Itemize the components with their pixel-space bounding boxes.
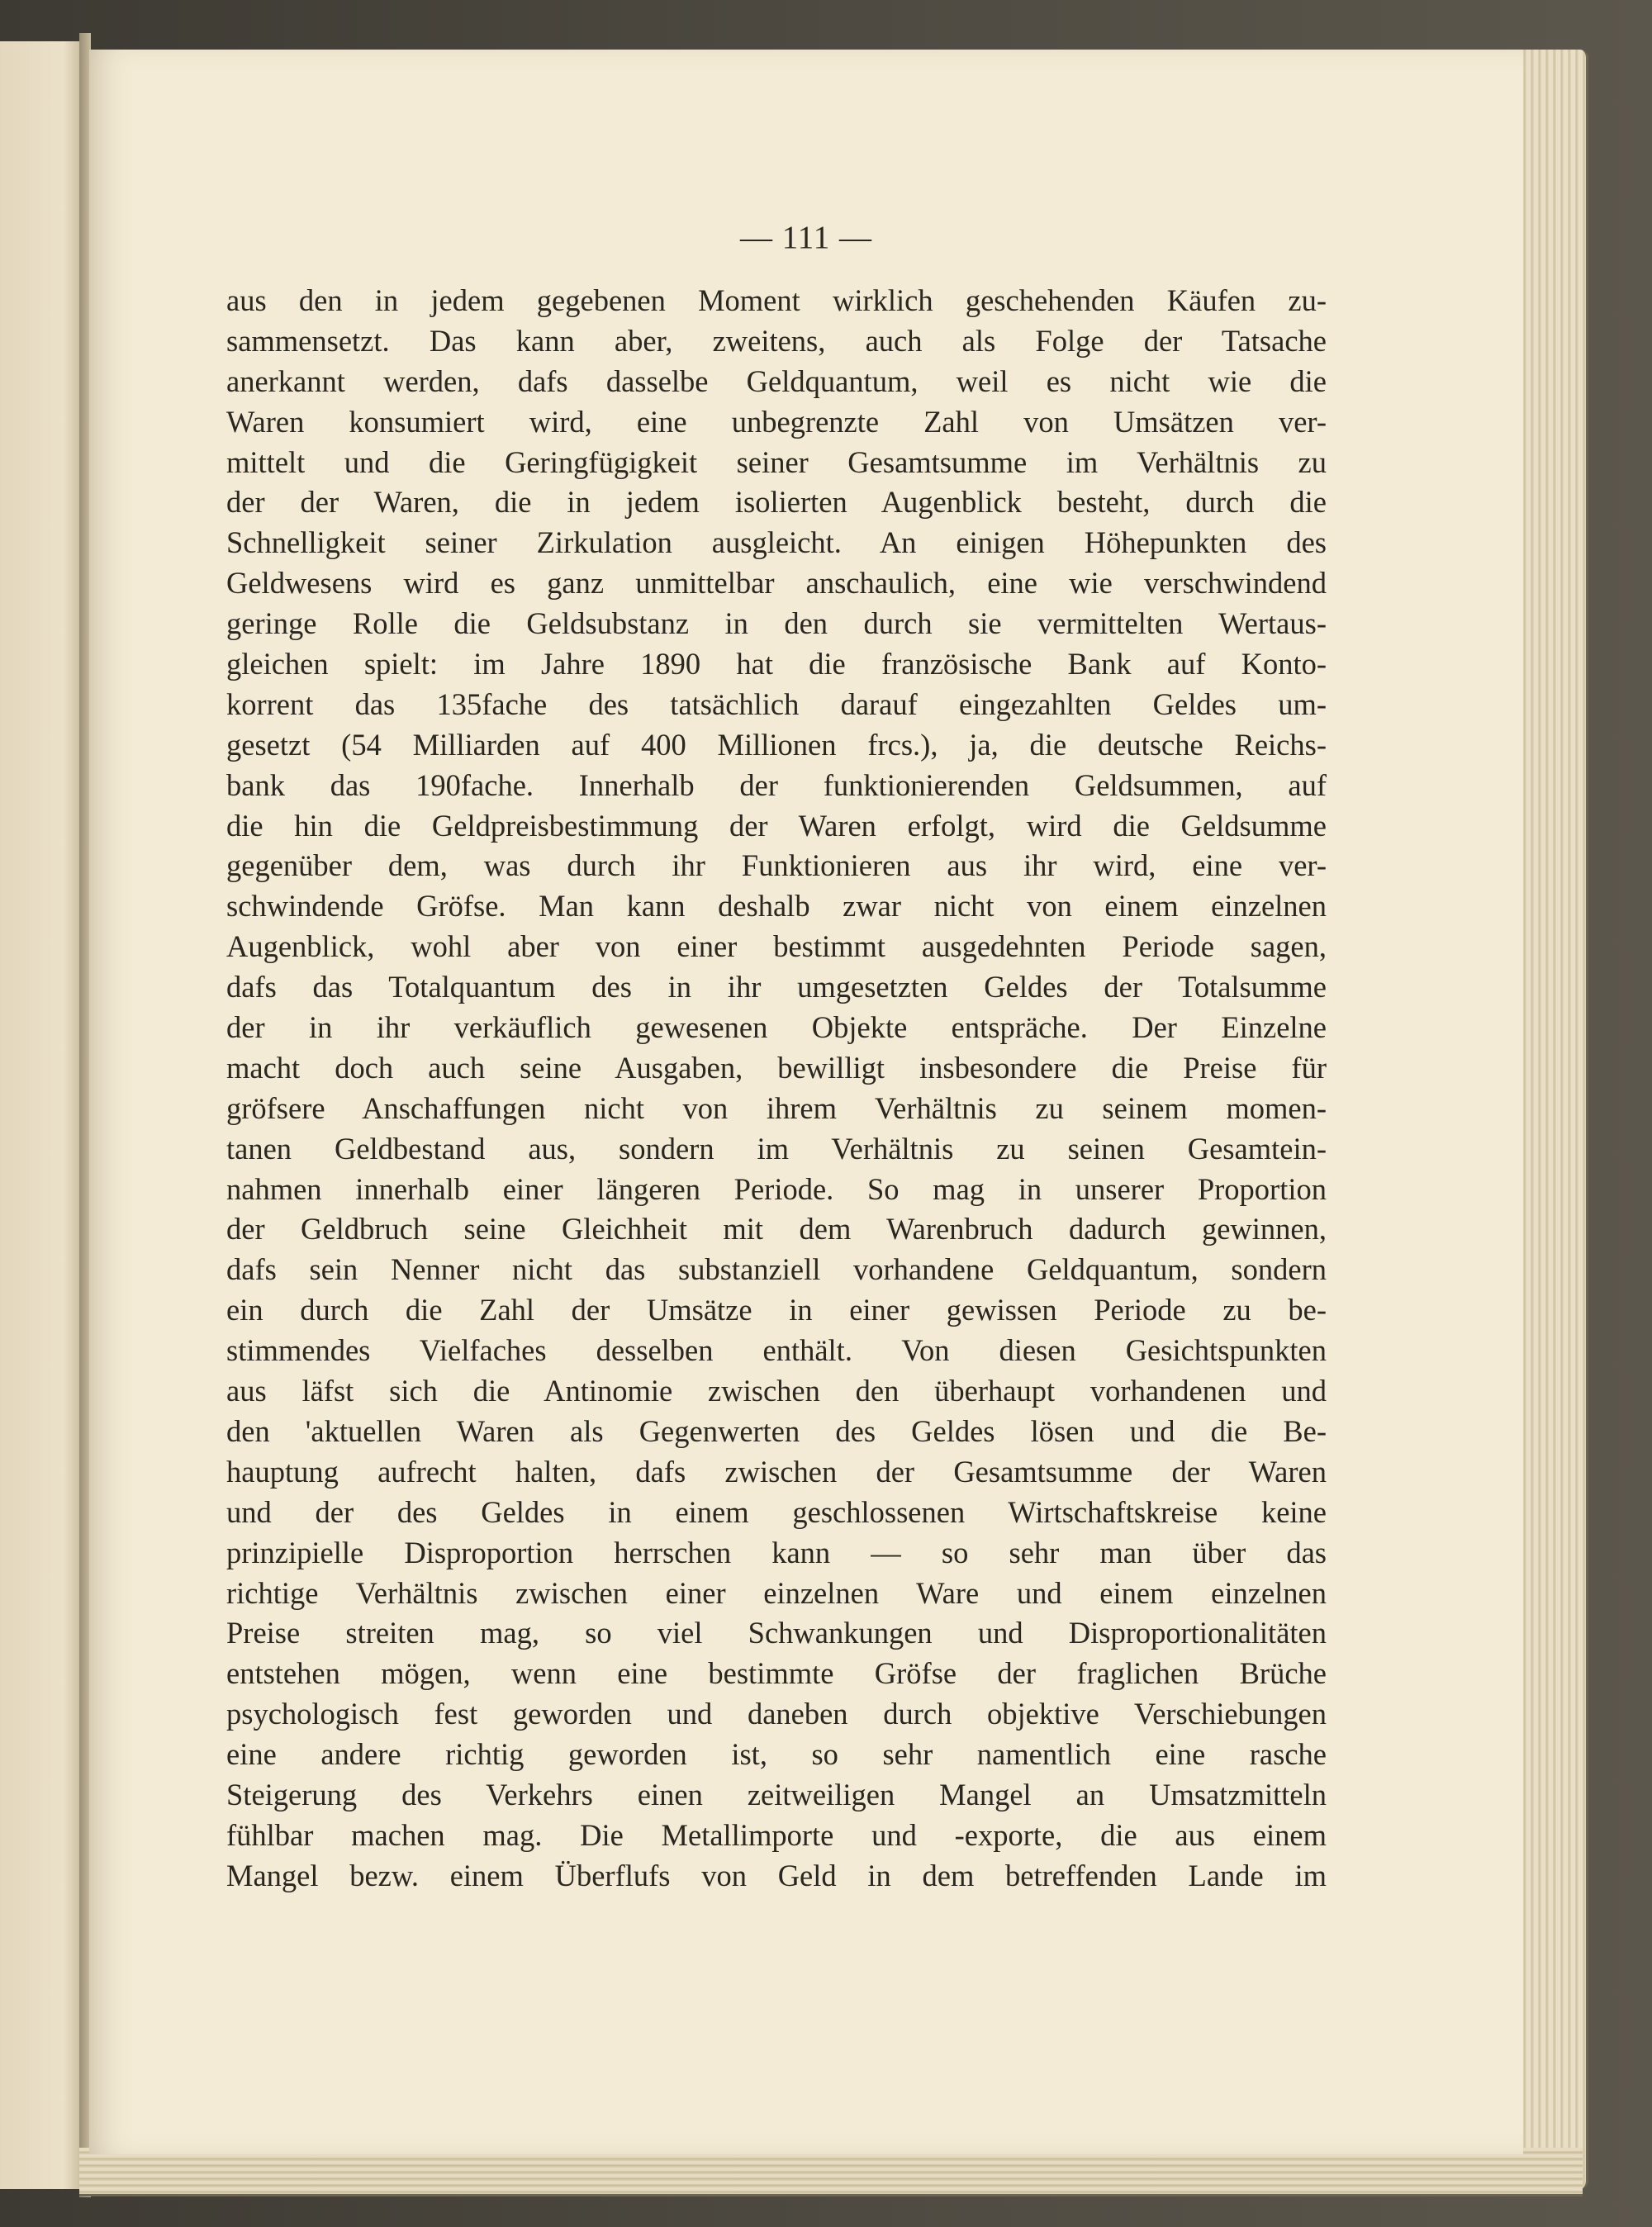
text-line: und der des Geldes in einem geschlossenen Wirtschaftskreise keine: [226, 1494, 1327, 1529]
text-line: ein durch die Zahl der Umsätze in einer gewissen Periode zu be-: [226, 1293, 1327, 1327]
text-line: korrent das 135fache des tatsächlich darauf eingezahlten Geldes um-: [226, 686, 1327, 721]
text-line: Preise streiten mag, so viel Schwankungen und Disproportionalitäten: [226, 1616, 1327, 1650]
text-line: eine andere richtig geworden ist, so sehr namentlich eine rasche: [226, 1737, 1327, 1772]
text-line: prinzipielle Disproportion herrschen kann — so sehr man über das: [226, 1535, 1327, 1569]
text-line: tanen Geldbestand aus, sondern im Verhältnis zu seinen Gesamtein-: [226, 1131, 1327, 1166]
text-line: Mangel bezw. einem Überflufs von Geld in dem betreffenden Lande im: [226, 1858, 1327, 1892]
text-line: die hin die Geldpreisbestimmung der Waren erfolgt, wird die Geldsumme: [226, 808, 1327, 843]
text-line: fühlbar machen mag. Die Metallimporte und -exporte, die aus einem: [226, 1817, 1327, 1852]
text-line: der in ihr verkäuflich gewesenen Objekte entspräche. Der Einzelne: [226, 1010, 1327, 1045]
text-line: gröfsere Anschaffungen nicht von ihrem Verhältnis zu seinem momen-: [226, 1090, 1327, 1125]
book-page: [89, 50, 1523, 2154]
page-number: — 111 —: [739, 220, 873, 255]
text-line: bank das 190fache. Innerhalb der funktionierenden Geldsummen, auf: [226, 767, 1327, 802]
text-line: sammensetzt. Das kann aber, zweitens, auch als Folge der Tatsache: [226, 323, 1327, 358]
text-line: entstehen mögen, wenn eine bestimmte Gröfse der fraglichen Brüche: [226, 1656, 1327, 1691]
text-line: macht doch auch seine Ausgaben, bewilligt insbesondere die Preise für: [226, 1050, 1327, 1085]
text-line: stimmendes Vielfaches desselben enthält. Von diesen Gesichtspunkten: [226, 1333, 1327, 1368]
text-line: Steigerung des Verkehrs einen zeitweiligen Mangel an Umsatzmitteln: [226, 1777, 1327, 1812]
text-line: dafs das Totalquantum des in ihr umgesetzten Geldes der Totalsumme: [226, 970, 1327, 1004]
text-line: geringe Rolle die Geldsubstanz in den durch sie vermittelten Wertaus-: [226, 606, 1327, 641]
text-line: gleichen spielt: im Jahre 1890 hat die französische Bank auf Konto-: [226, 647, 1327, 681]
page-block-bottom-edge: [79, 2148, 1583, 2196]
text-line: gegenüber dem, was durch ihr Funktionieren aus ihr wird, eine ver-: [226, 848, 1327, 883]
text-line: Geldwesens wird es ganz unmittelbar anschaulich, eine wie verschwindend: [226, 566, 1327, 601]
text-line: Augenblick, wohl aber von einer bestimmt ausgedehnten Periode sagen,: [226, 929, 1327, 964]
text-line: schwindende Gröfse. Man kann deshalb zwar nicht von einem einzelnen: [226, 889, 1327, 924]
text-line: Waren konsumiert wird, eine unbegrenzte Zahl von Umsätzen ver-: [226, 404, 1327, 439]
text-line: psychologisch fest geworden und daneben durch objektive Verschiebungen: [226, 1697, 1327, 1731]
left-facing-page-edge: [0, 41, 82, 2189]
text-line: hauptung aufrecht halten, dafs zwischen der Gesamtsumme der Waren: [226, 1454, 1327, 1489]
text-line: den 'aktuellen Waren als Gegenwerten des Geldes lösen und die Be-: [226, 1413, 1327, 1448]
text-line: anerkannt werden, dafs dasselbe Geldquantum, weil es nicht wie die: [226, 363, 1327, 398]
text-line: mittelt und die Geringfügigkeit seiner Gesamtsumme im Verhältnis zu: [226, 444, 1327, 479]
text-line: der Geldbruch seine Gleichheit mit dem Warenbruch dadurch gewinnen,: [226, 1212, 1327, 1246]
text-line: Schnelligkeit seiner Zirkulation ausgleicht. An einigen Höhepunkten des: [226, 525, 1327, 560]
text-line: dafs sein Nenner nicht das substanziell vorhandene Geldquantum, sondern: [226, 1252, 1327, 1287]
text-line: gesetzt (54 Milliarden auf 400 Millionen frcs.), ja, die deutsche Reichs-: [226, 727, 1327, 762]
body-text: [226, 281, 1327, 1897]
text-line: der der Waren, die in jedem isolierten Augenblick besteht, durch die: [226, 485, 1327, 520]
text-line: richtige Verhältnis zwischen einer einzelnen Ware und einem einzelnen: [226, 1575, 1327, 1610]
text-line: aus den in jedem gegebenen Moment wirklich geschehenden Käufen zu-: [226, 283, 1327, 317]
text-line: nahmen innerhalb einer längeren Periode. So mag in unserer Proportion: [226, 1171, 1327, 1206]
text-line: aus läfst sich die Antinomie zwischen den überhaupt vorhandenen und: [226, 1374, 1327, 1408]
